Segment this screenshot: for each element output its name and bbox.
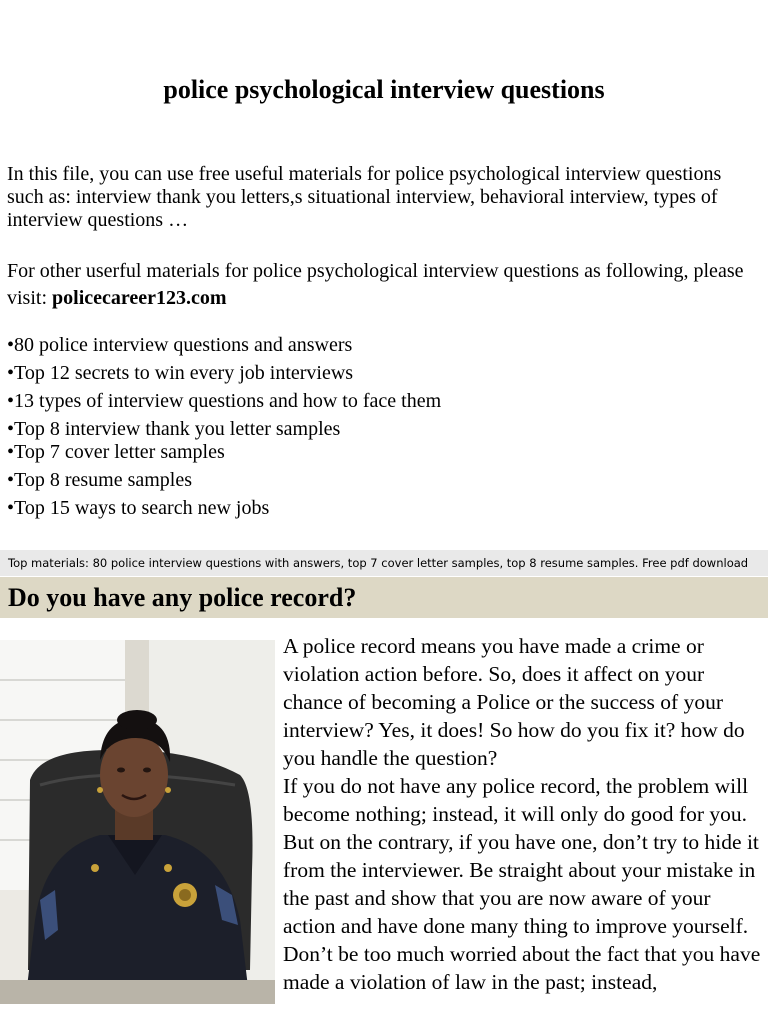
list-item: • 13 types of interview questions and how to face them bbox=[7, 388, 441, 414]
section-body bbox=[283, 632, 765, 996]
body-paragraph-2: If you do not have any police record, the problem will become nothing; instead, it will only do good for you. But on the contrary, if you have one, don’t try to hide it from the interviewer. Be straight about your mistake in the past and show that you are now aware of your action and have done many thing to improve yourself. Don’t be too much worried about the fact that you have made a violation of law in the past; instead, bbox=[283, 774, 761, 994]
section-heading: Do you have any police record? bbox=[0, 577, 768, 618]
top-materials-banner[interactable]: Top materials: 80 police interview questions with answers, top 7 cover letter samples, top 8 resume samples. Free pdf download bbox=[0, 550, 768, 576]
other-materials-paragraph bbox=[7, 258, 757, 312]
website-link[interactable]: policecareer123.com bbox=[52, 287, 227, 309]
other-materials-text: For other userful materials for police psychological interview questions as following, please visit: bbox=[7, 260, 744, 309]
list-item: • 80 police interview questions and answers bbox=[7, 332, 352, 358]
list-item: • Top 8 interview thank you letter samples bbox=[7, 416, 340, 442]
page-title: police psychological interview questions bbox=[163, 75, 605, 104]
body-paragraph-1: A police record means you have made a crime or violation action before. So, does it affect on your chance of becoming a Police or the success of your interview? Yes, it does! So how do you fix it? how do you handle the question? bbox=[283, 634, 745, 770]
list-item: • Top 15 ways to search new jobs bbox=[7, 495, 269, 521]
list-item: • Top 7 cover letter samples bbox=[7, 439, 225, 465]
intro-paragraph: In this file, you can use free useful materials for police psychological interview questions such as: interview thank you letters,s situational interview, behavioral interview, types of interview questions … bbox=[7, 163, 722, 231]
officer-photo bbox=[0, 640, 275, 1004]
list-item: • Top 8 resume samples bbox=[7, 467, 192, 493]
list-item: • Top 12 secrets to win every job interviews bbox=[7, 360, 353, 386]
